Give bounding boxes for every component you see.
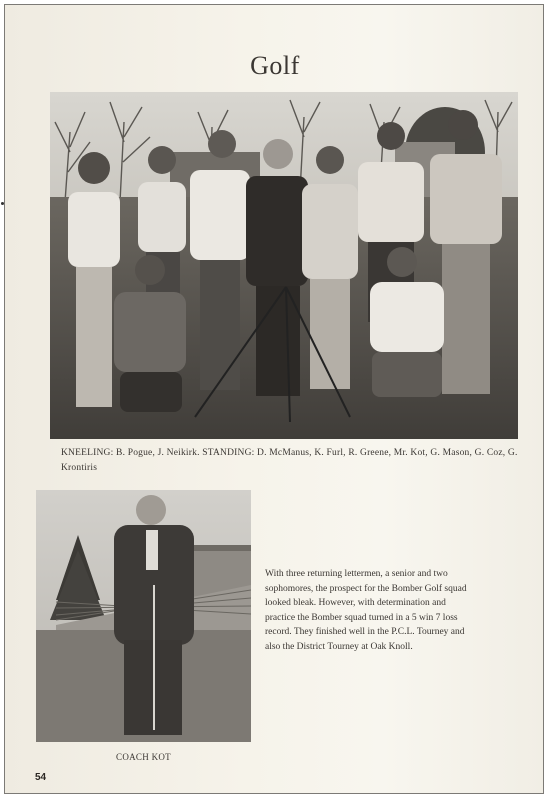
page-title: Golf <box>250 51 300 80</box>
yearbook-page <box>4 4 544 794</box>
coach-photo-caption: COACH KOT <box>116 752 171 762</box>
page-number: 54 <box>35 772 47 783</box>
coach-photo <box>36 490 251 742</box>
article-text: With three returning lettermen, a senior and two sophomores, the prospect for the Bomber Golf squad looked bleak. However, with determination and practice the Bomber squad turned in a 5 win 7 loss record. They finished well in the P.C.L. Tourney and also the District Tourney at Oak Knoll. <box>265 569 467 652</box>
team-photo-caption: KNEELING: B. Pogue, J. Neikirk. STANDING: D. McManus, K. Furl, R. Greene, Mr. Kot, G. Mason, G. Coz, G. Krontiris <box>61 448 518 473</box>
team-photo <box>50 92 518 439</box>
